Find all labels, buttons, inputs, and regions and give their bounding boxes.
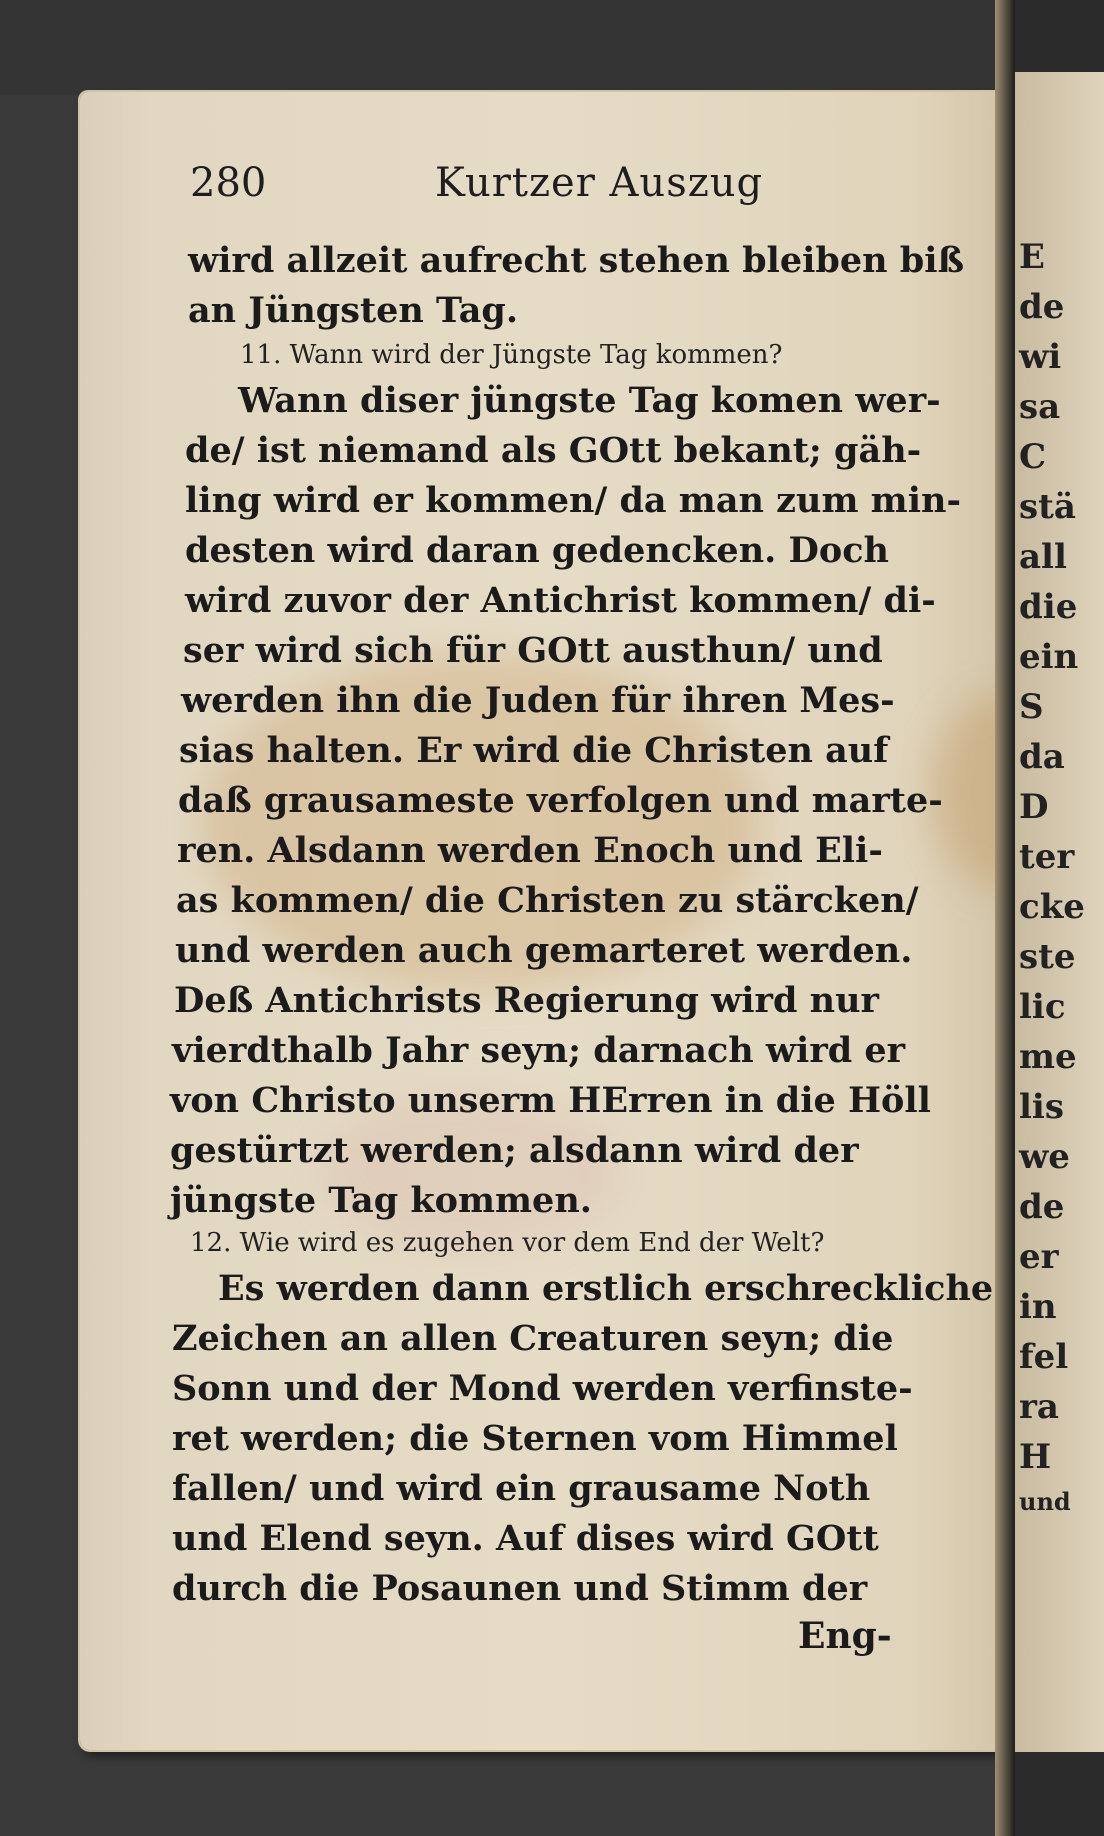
text-line: werden ihn die Juden für ihren Mes-	[181, 680, 895, 721]
facing-fragment: stä	[1019, 487, 1076, 527]
facing-fragment: da	[1019, 737, 1065, 777]
text-line: daß grausameste verfolgen und marte-	[178, 780, 943, 821]
text-line: ret werden; die Sternen vom Himmel	[172, 1418, 898, 1459]
text-line: wird zuvor der Antichrist kommen/ di-	[185, 580, 936, 621]
text-line: as kommen/ die Christen zu stärcken/	[176, 880, 919, 921]
text-line: Zeichen an allen Creaturen seyn; die	[172, 1318, 894, 1359]
running-head: Kurtzer Auszug	[435, 160, 764, 206]
facing-fragment: lic	[1019, 987, 1066, 1027]
facing-fragment: me	[1019, 1037, 1077, 1077]
question-heading: 11. Wann wird der Jüngste Tag kommen?	[240, 340, 783, 370]
facing-fragment: und	[1019, 1487, 1071, 1516]
text-line: Es werden dann erstlich erschreckliche	[218, 1268, 994, 1309]
facing-fragment: sa	[1019, 387, 1061, 427]
facing-fragment: de	[1019, 287, 1065, 327]
facing-fragment: lis	[1019, 1087, 1064, 1127]
facing-fragment: ra	[1019, 1387, 1059, 1427]
facing-fragment: we	[1019, 1137, 1070, 1177]
catchword: Eng-	[798, 1615, 892, 1657]
facing-fragment: ter	[1019, 837, 1075, 877]
facing-fragment: ste	[1019, 937, 1076, 977]
facing-fragment: fel	[1019, 1337, 1069, 1377]
facing-page	[1015, 72, 1104, 1752]
text-line: Deß Antichrists Regierung wird nur	[174, 980, 879, 1021]
background-top	[0, 0, 1104, 95]
facing-fragment: in	[1019, 1287, 1057, 1327]
background-top-right	[1015, 0, 1104, 82]
facing-fragment: er	[1019, 1237, 1059, 1277]
text-line: gestürtzt werden; alsdann wird der	[170, 1130, 859, 1171]
background-bottom-right	[1015, 1752, 1104, 1836]
text-line: Wann diser jüngste Tag komen wer-	[238, 380, 941, 421]
text-line: Sonn und der Mond werden verfinste-	[172, 1368, 913, 1409]
text-line: ser wird sich für GOtt austhun/ und	[183, 630, 883, 671]
facing-fragment: D	[1019, 787, 1049, 827]
text-line: ren. Alsdann werden Enoch und Eli-	[177, 830, 883, 871]
facing-fragment: ein	[1019, 637, 1079, 677]
text-line: und Elend seyn. Auf dises wird GOtt	[172, 1518, 879, 1559]
text-line: ling wird er kommen/ da man zum min-	[185, 480, 961, 521]
text-line: sias halten. Er wird die Christen auf	[179, 730, 889, 771]
text-line: de/ ist niemand als GOtt bekant; gäh-	[185, 430, 922, 471]
facing-fragment: H	[1019, 1437, 1052, 1477]
book-gutter	[995, 0, 1015, 1836]
text-line: durch die Posaunen und Stimm der	[172, 1568, 868, 1609]
text-line: jüngste Tag kommen.	[170, 1180, 592, 1221]
question-heading: 12. Wie wird es zugehen vor dem End der Welt?	[190, 1228, 825, 1258]
facing-fragment: E	[1019, 237, 1045, 277]
text-line: von Christo unserm HErren in die Höll	[170, 1080, 931, 1121]
facing-fragment: cke	[1019, 887, 1085, 927]
text-line: und werden auch gemarteret werden.	[175, 930, 913, 971]
facing-fragment: die	[1019, 587, 1078, 627]
text-line: wird allzeit aufrecht stehen bleiben biß	[188, 240, 965, 281]
facing-fragment: all	[1019, 537, 1067, 577]
text-line: desten wird daran gedencken. Doch	[185, 530, 889, 571]
facing-fragment: de	[1019, 1187, 1065, 1227]
text-line: an Jüngsten Tag.	[188, 290, 519, 331]
text-line: vierdthalb Jahr seyn; darnach wird er	[172, 1030, 906, 1071]
facing-fragment: C	[1019, 437, 1047, 477]
text-line: fallen/ und wird ein grausame Noth	[172, 1468, 871, 1509]
facing-fragment: S	[1019, 687, 1044, 727]
page-number: 280	[190, 160, 267, 206]
page-header	[190, 160, 990, 220]
facing-fragment: wi	[1019, 337, 1062, 377]
